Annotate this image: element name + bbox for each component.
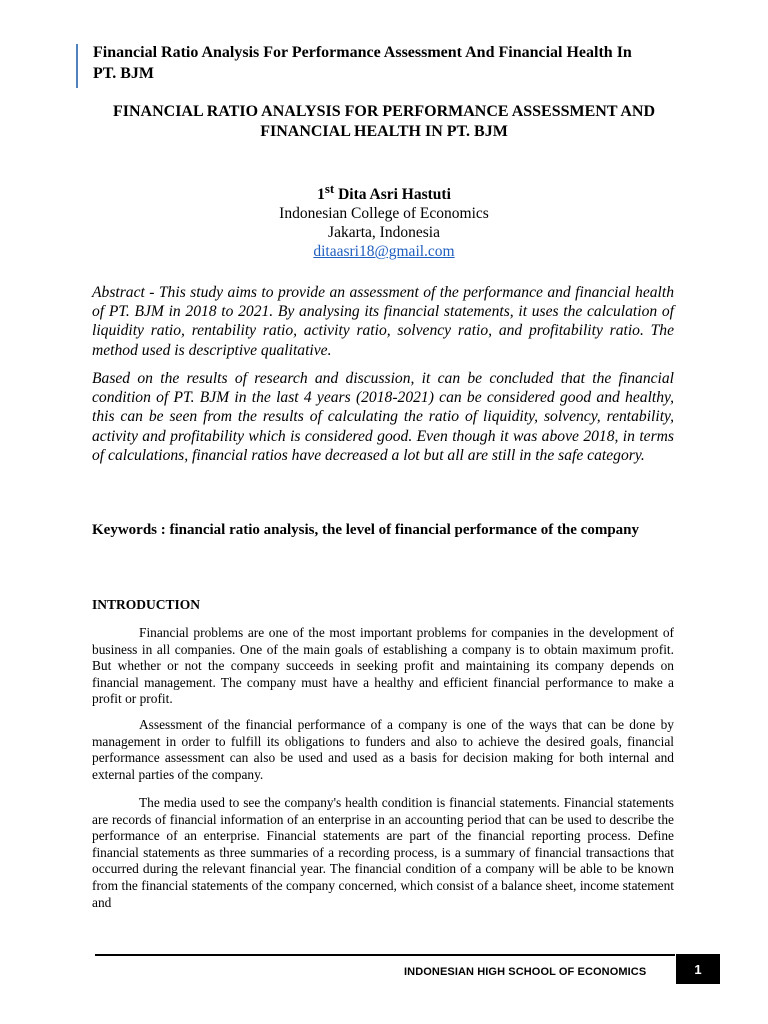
intro-paragraph-2: Assessment of the financial performance of a company is one of the ways that can be done by management in order to fulfill its obligations to funders and also to achieve the desired goals, financial performance assessment can also be used and used as a basis for decision making for both internal and external parties of the company. [92,717,674,782]
author-name: Dita Asri Hastuti [334,186,451,204]
intro-paragraph-1: Financial problems are one of the most important problems for companies in the development of business in all companies. One of the main goals of establishing a company is to obtain maximum profit. But whether or not the company succeeds in seeking profit and maintaining its company depends on financial management. The company must have a healthy and efficient financial performance to make a profit or profit. [92,625,674,707]
author-block [80,179,688,261]
keywords: Keywords : financial ratio analysis, the level of financial performance of the company [92,522,640,538]
author-ordinal: 1 [317,186,325,204]
intro-paragraph-3: The media used to see the company's health condition is financial statements. Financial statements are records of financial information of an enterprise in an accounting period that can be used to describe the performance of an enterprise. Financial statements are part of the financial reporting process. Define financial statements as three summaries of a recording process, is a summary of financial transactions that occurred during the relevant financial year. The financial condition of a company will be able to be known from the financial statements of the company concerned, which consist of a balance sheet, income statement and [92,795,674,910]
author-name-line [80,179,688,204]
introduction-heading: INTRODUCTION [92,597,201,612]
author-location: Jakarta, Indonesia [328,224,440,242]
author-affiliation: Indonesian College of Economics [279,205,489,223]
abstract-paragraph-2: Based on the results of research and discussion, it can be concluded that the financial condition of PT. BJM in the last 4 years (2018-2021) can be considered good and healthy, this can be seen from the results of calculating the ratio of liquidity, solvency, rentability, activity and profitability which is considered good. Even though it was above 2018, in terms of calculations, financial ratios have decreased a lot but all are still in the safe category. [92,370,674,464]
paper-title: FINANCIAL RATIO ANALYSIS FOR PERFORMANCE ASSESSMENT AND FINANCIAL HEALTH IN PT. BJM [112,103,656,140]
page-number: 1 [676,954,720,984]
footer-institution: INDONESIAN HIGH SCHOOL OF ECONOMICS [404,966,647,978]
author-email-link[interactable]: ditaasri18@gmail.com [313,243,455,261]
abstract-paragraph-1: Abstract - This study aims to provide an assessment of the performance and financial health of PT. BJM in 2018 to 2021. By analysing its financial statements, it uses the calculation of liquidity ratio, rentability ratio, activity ratio, solvency ratio, and profitability ratio. The method used is descriptive qualitative. [92,284,674,359]
author-ordinal-suffix: st [324,181,335,196]
running-title: Financial Ratio Analysis For Performance Assessment And Financial Health In PT. BJM [93,44,632,82]
footer-divider [95,954,675,956]
header-accent-bar [76,44,78,88]
